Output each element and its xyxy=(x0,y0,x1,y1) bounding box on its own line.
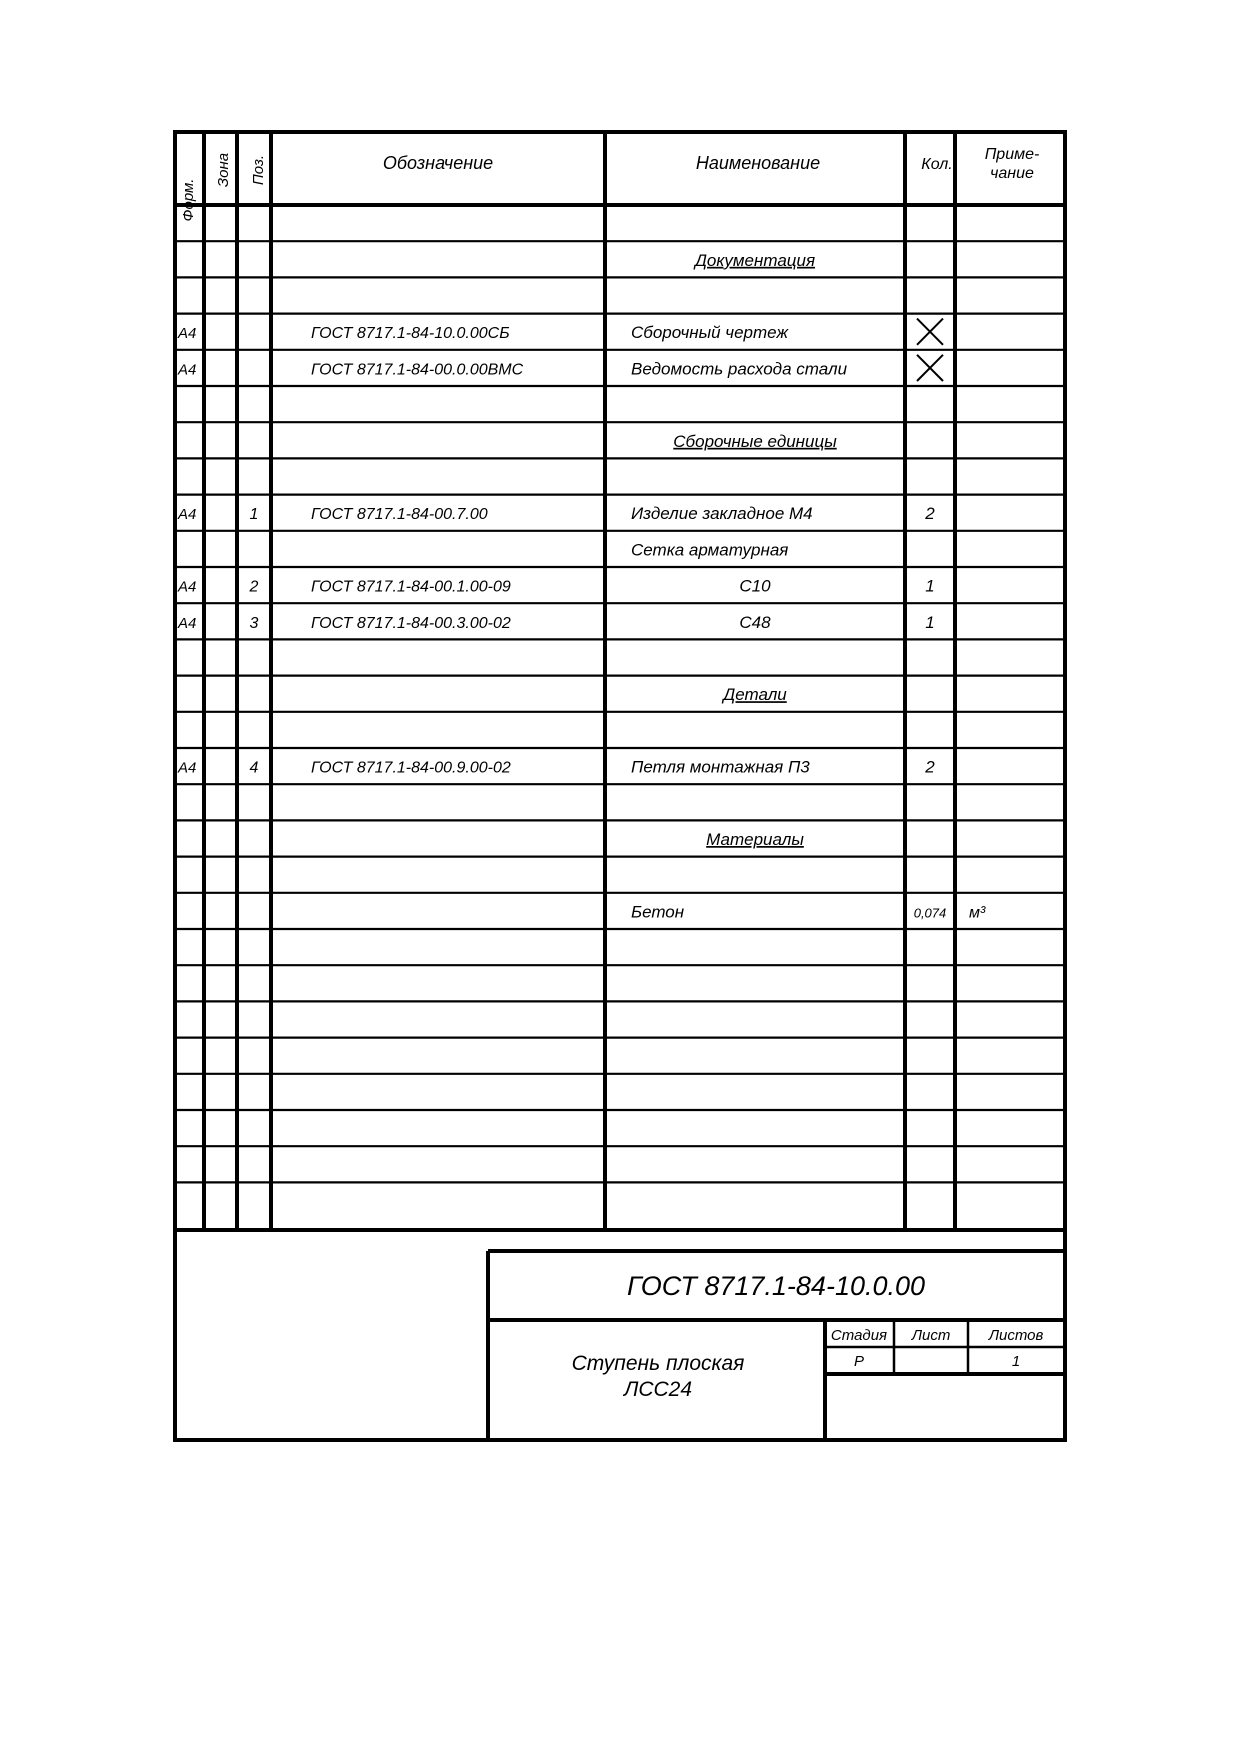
section-title: Детали xyxy=(723,685,787,705)
sheet-frame xyxy=(175,132,1065,1440)
row-designation: ГОСТ 8717.1-84-00.1.00-09 xyxy=(311,578,511,596)
section-title: Сборочные единицы xyxy=(673,431,837,451)
header-zone: Зона xyxy=(215,152,232,188)
header-pos: Поз. xyxy=(250,154,267,186)
row-name: Бетон xyxy=(631,902,685,922)
row-format: А4 xyxy=(178,614,197,632)
row-name: С10 xyxy=(739,576,771,596)
row-position: 2 xyxy=(249,578,259,596)
document-code: ГОСТ 8717.1-84-10.0.00 xyxy=(626,1271,926,1301)
row-position: 4 xyxy=(249,759,259,777)
row-name: Сетка арматурная xyxy=(631,540,789,560)
row-designation: ГОСТ 8717.1-84-00.3.00-02 xyxy=(311,614,511,632)
row-position: 3 xyxy=(249,614,259,632)
product-name-line1: Ступень плоская xyxy=(571,1352,745,1375)
header-form: Форм. xyxy=(180,178,197,222)
row-name: С48 xyxy=(739,612,771,632)
row-format: А4 xyxy=(178,361,197,379)
section-title: Материалы xyxy=(706,830,804,850)
row-position: 1 xyxy=(249,506,259,524)
sheet-label: Лист xyxy=(911,1327,951,1344)
header-qty: Кол. xyxy=(921,156,953,173)
header-name: Наименование xyxy=(695,153,821,173)
specification-sheet xyxy=(173,130,1067,1442)
row-format: А4 xyxy=(178,506,197,524)
row-quantity: 2 xyxy=(925,757,935,777)
stage-label: Стадия xyxy=(830,1327,888,1344)
specification-drawing xyxy=(173,130,1067,1442)
row-name: Петля монтажная П3 xyxy=(631,757,810,777)
row-designation: ГОСТ 8717.1-84-00.7.00 xyxy=(311,506,488,524)
row-designation: ГОСТ 8717.1-84-00.0.00ВМС xyxy=(311,361,524,379)
row-quantity: 0,074 xyxy=(913,905,947,921)
section-title: Документация xyxy=(694,250,816,270)
sheets-label: Листов xyxy=(988,1327,1044,1344)
table-grid xyxy=(175,132,1065,1230)
row-name: Ведомость расхода стали xyxy=(631,359,848,379)
header-note-line2: чание xyxy=(990,165,1034,182)
title-block xyxy=(175,1230,1065,1440)
row-designation: ГОСТ 8717.1-84-10.0.00СБ xyxy=(311,325,510,343)
row-name: Сборочный чертеж xyxy=(631,323,789,343)
row-format: А4 xyxy=(178,759,197,777)
row-name: Изделие закладное М4 xyxy=(631,504,813,524)
row-format: А4 xyxy=(178,578,197,596)
row-note: м³ xyxy=(969,904,986,922)
row-designation: ГОСТ 8717.1-84-00.9.00-02 xyxy=(311,759,511,777)
header-designation: Обозначение xyxy=(382,153,494,173)
sheets-value: 1 xyxy=(1011,1353,1021,1370)
stage-value: Р xyxy=(853,1353,865,1370)
row-quantity: 1 xyxy=(925,576,935,596)
row-format: А4 xyxy=(178,325,197,343)
row-quantity: 2 xyxy=(925,504,935,524)
header-note-line1: Приме- xyxy=(984,146,1040,163)
product-name-line2: ЛСС24 xyxy=(623,1378,693,1401)
row-quantity: 1 xyxy=(925,612,935,632)
